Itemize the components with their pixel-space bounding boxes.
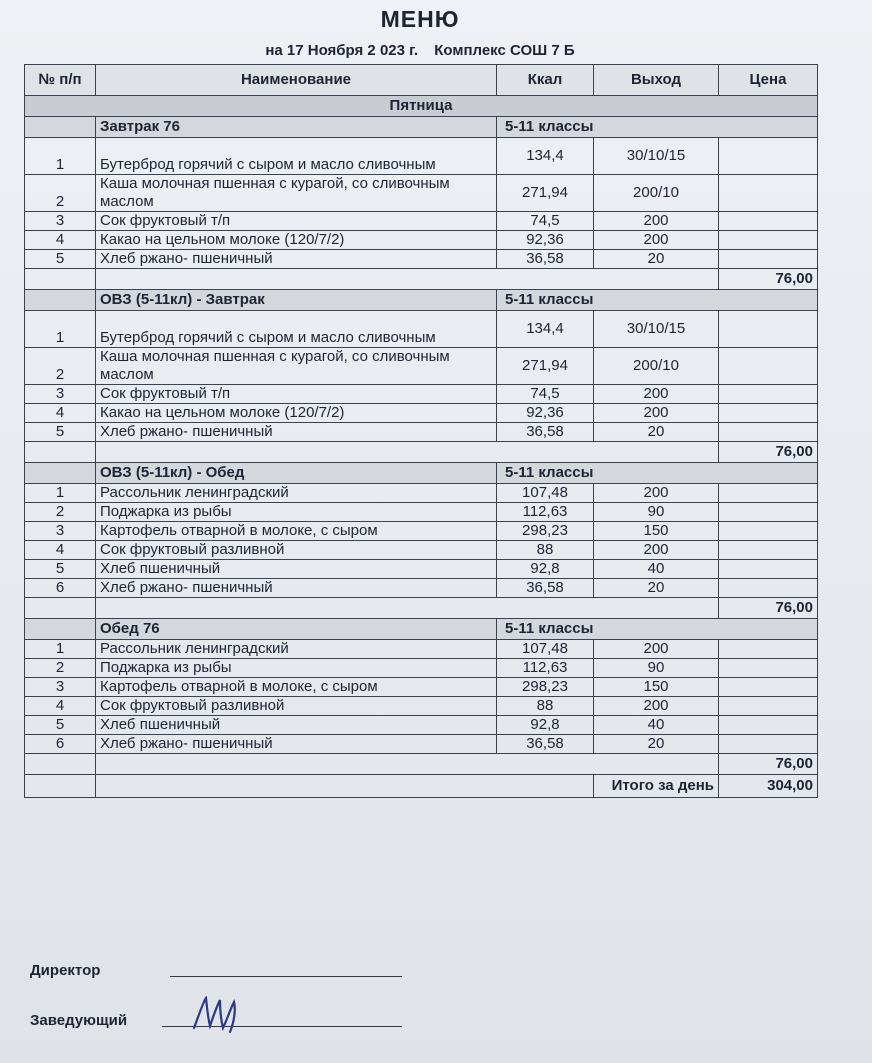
item-output: 20 <box>594 250 719 269</box>
section-num-cell <box>25 463 96 484</box>
grand-total-row <box>25 775 818 798</box>
item-name: Хлеб пшеничный <box>96 716 497 735</box>
item-name: Поджарка из рыбы <box>96 659 497 678</box>
section-title: ОВЗ (5-11кл) - Обед <box>96 463 497 484</box>
section-total-row <box>25 754 818 775</box>
section-header-row <box>25 290 818 311</box>
section-num-cell <box>25 619 96 640</box>
item-name: Хлеб ржано- пшеничный <box>96 579 497 598</box>
section-classes: 5-11 классы <box>497 619 818 640</box>
section-header-row <box>25 619 818 640</box>
item-price <box>719 311 818 348</box>
item-kcal: 134,4 <box>497 311 594 348</box>
col-header-num: № п/п <box>25 65 96 96</box>
total-num-cell <box>25 754 96 775</box>
item-kcal: 92,8 <box>497 560 594 579</box>
director-label: Директор <box>30 962 101 979</box>
item-kcal: 298,23 <box>497 678 594 697</box>
section-classes: 5-11 классы <box>497 290 818 311</box>
item-number: 4 <box>25 231 96 250</box>
section-total-row <box>25 269 818 290</box>
section-classes: 5-11 классы <box>497 117 818 138</box>
item-price <box>719 503 818 522</box>
item-number: 1 <box>25 640 96 659</box>
item-output: 200 <box>594 541 719 560</box>
item-output: 200/10 <box>594 348 719 385</box>
handwritten-signature-icon <box>190 992 250 1034</box>
day-row <box>25 96 818 117</box>
item-price <box>719 231 818 250</box>
col-header-kcal: Ккал <box>497 65 594 96</box>
item-number: 4 <box>25 404 96 423</box>
item-output: 150 <box>594 522 719 541</box>
item-name: Бутерброд горячий с сыром и масло сливочным <box>96 138 497 175</box>
table-row <box>25 678 818 697</box>
menu-body <box>25 96 818 798</box>
item-output: 30/10/15 <box>594 138 719 175</box>
item-output: 200 <box>594 404 719 423</box>
table-row <box>25 212 818 231</box>
item-number: 3 <box>25 522 96 541</box>
section-total: 76,00 <box>719 269 818 290</box>
menu-table <box>24 64 818 798</box>
item-name: Хлеб ржано- пшеничный <box>96 423 497 442</box>
item-kcal: 107,48 <box>497 640 594 659</box>
item-output: 90 <box>594 659 719 678</box>
total-spacer-cell <box>96 269 719 290</box>
item-price <box>719 579 818 598</box>
item-kcal: 88 <box>497 697 594 716</box>
section-total-row <box>25 598 818 619</box>
table-row <box>25 175 818 212</box>
item-output: 40 <box>594 716 719 735</box>
item-name: Картофель отварной в молоке, с сыром <box>96 678 497 697</box>
total-spacer-cell <box>96 754 719 775</box>
manager-label: Заведующий <box>30 1012 128 1029</box>
section-num-cell <box>25 290 96 311</box>
item-number: 2 <box>25 659 96 678</box>
col-header-price: Цена <box>719 65 818 96</box>
item-kcal: 36,58 <box>497 250 594 269</box>
col-header-name: Наименование <box>96 65 497 96</box>
section-title: ОВЗ (5-11кл) - Завтрак <box>96 290 497 311</box>
item-kcal: 134,4 <box>497 138 594 175</box>
table-row <box>25 348 818 385</box>
table-header-row <box>25 65 818 96</box>
day-label: Пятница <box>25 96 818 117</box>
item-price <box>719 735 818 754</box>
table-row <box>25 385 818 404</box>
table-row <box>25 484 818 503</box>
total-num-cell <box>25 442 96 463</box>
item-number: 5 <box>25 250 96 269</box>
item-number: 5 <box>25 716 96 735</box>
item-price <box>719 348 818 385</box>
section-total: 76,00 <box>719 442 818 463</box>
table-row <box>25 138 818 175</box>
item-output: 200 <box>594 385 719 404</box>
item-kcal: 112,63 <box>497 659 594 678</box>
item-number: 5 <box>25 560 96 579</box>
item-name: Какао на цельном молоке (120/7/2) <box>96 231 497 250</box>
item-kcal: 74,5 <box>497 385 594 404</box>
item-name: Рассольник ленинградский <box>96 484 497 503</box>
table-row <box>25 311 818 348</box>
item-price <box>719 385 818 404</box>
item-price <box>719 541 818 560</box>
item-name: Бутерброд горячий с сыром и масло сливочным <box>96 311 497 348</box>
table-row <box>25 560 818 579</box>
item-price <box>719 716 818 735</box>
item-output: 30/10/15 <box>594 311 719 348</box>
item-kcal: 92,8 <box>497 716 594 735</box>
section-total: 76,00 <box>719 754 818 775</box>
item-price <box>719 560 818 579</box>
item-price <box>719 250 818 269</box>
item-kcal: 36,58 <box>497 735 594 754</box>
table-row <box>25 697 818 716</box>
item-number: 3 <box>25 385 96 404</box>
table-row <box>25 716 818 735</box>
table-row <box>25 640 818 659</box>
item-output: 90 <box>594 503 719 522</box>
date-text: на 17 Ноября 2 023 г. <box>265 42 419 59</box>
item-number: 2 <box>25 175 96 212</box>
item-kcal: 107,48 <box>497 484 594 503</box>
item-price <box>719 423 818 442</box>
section-num-cell <box>25 117 96 138</box>
item-kcal: 271,94 <box>497 175 594 212</box>
item-kcal: 271,94 <box>497 348 594 385</box>
item-name: Сок фруктовый т/п <box>96 212 497 231</box>
item-name: Сок фруктовый разливной <box>96 541 497 560</box>
item-name: Сок фруктовый разливной <box>96 697 497 716</box>
item-name: Картофель отварной в молоке, с сыром <box>96 522 497 541</box>
table-row <box>25 231 818 250</box>
item-number: 1 <box>25 311 96 348</box>
item-kcal: 112,63 <box>497 503 594 522</box>
item-number: 5 <box>25 423 96 442</box>
item-name: Рассольник ленинградский <box>96 640 497 659</box>
item-price <box>719 484 818 503</box>
item-kcal: 92,36 <box>497 231 594 250</box>
item-output: 150 <box>594 678 719 697</box>
section-classes: 5-11 классы <box>497 463 818 484</box>
item-name: Каша молочная пшенная с курагой, со сливочным маслом <box>96 175 497 212</box>
item-price <box>719 659 818 678</box>
item-kcal: 36,58 <box>497 579 594 598</box>
item-price <box>719 678 818 697</box>
grand-spacer-cell <box>96 775 594 798</box>
item-number: 4 <box>25 697 96 716</box>
item-output: 20 <box>594 423 719 442</box>
table-row <box>25 423 818 442</box>
item-price <box>719 175 818 212</box>
section-total: 76,00 <box>719 598 818 619</box>
item-number: 4 <box>25 541 96 560</box>
item-number: 3 <box>25 212 96 231</box>
item-output: 200 <box>594 212 719 231</box>
complex-text: Комплекс СОШ 7 Б <box>434 42 575 59</box>
item-output: 200 <box>594 231 719 250</box>
item-output: 20 <box>594 579 719 598</box>
director-signature-line <box>170 976 402 977</box>
table-row <box>25 579 818 598</box>
item-output: 200 <box>594 697 719 716</box>
item-name: Сок фруктовый т/п <box>96 385 497 404</box>
total-num-cell <box>25 269 96 290</box>
table-row <box>25 503 818 522</box>
item-name: Каша молочная пшенная с курагой, со сливочным маслом <box>96 348 497 385</box>
item-number: 6 <box>25 579 96 598</box>
page-title: МЕНЮ <box>380 6 460 32</box>
item-price <box>719 138 818 175</box>
item-number: 2 <box>25 503 96 522</box>
item-name: Хлеб ржано- пшеничный <box>96 250 497 269</box>
total-num-cell <box>25 598 96 619</box>
item-kcal: 88 <box>497 541 594 560</box>
item-price <box>719 522 818 541</box>
item-name: Поджарка из рыбы <box>96 503 497 522</box>
item-number: 6 <box>25 735 96 754</box>
item-name: Какао на цельном молоке (120/7/2) <box>96 404 497 423</box>
section-title: Завтрак 76 <box>96 117 497 138</box>
item-output: 200 <box>594 640 719 659</box>
table-row <box>25 404 818 423</box>
item-output: 200/10 <box>594 175 719 212</box>
grand-total-value: 304,00 <box>719 775 818 798</box>
grand-total-label: Итого за день <box>594 775 719 798</box>
item-output: 40 <box>594 560 719 579</box>
item-output: 20 <box>594 735 719 754</box>
table-row <box>25 541 818 560</box>
item-name: Хлеб ржано- пшеничный <box>96 735 497 754</box>
section-header-row <box>25 117 818 138</box>
page-subtitle <box>0 42 840 59</box>
table-row <box>25 659 818 678</box>
item-number: 3 <box>25 678 96 697</box>
item-kcal: 74,5 <box>497 212 594 231</box>
total-spacer-cell <box>96 442 719 463</box>
item-price <box>719 697 818 716</box>
item-price <box>719 212 818 231</box>
table-row <box>25 250 818 269</box>
total-spacer-cell <box>96 598 719 619</box>
grand-num-cell <box>25 775 96 798</box>
item-number: 1 <box>25 138 96 175</box>
item-output: 200 <box>594 484 719 503</box>
item-kcal: 298,23 <box>497 522 594 541</box>
item-price <box>719 640 818 659</box>
item-kcal: 92,36 <box>497 404 594 423</box>
item-price <box>719 404 818 423</box>
section-title: Обед 76 <box>96 619 497 640</box>
table-row <box>25 522 818 541</box>
col-header-output: Выход <box>594 65 719 96</box>
section-header-row <box>25 463 818 484</box>
item-number: 2 <box>25 348 96 385</box>
table-row <box>25 735 818 754</box>
section-total-row <box>25 442 818 463</box>
item-name: Хлеб пшеничный <box>96 560 497 579</box>
item-number: 1 <box>25 484 96 503</box>
item-kcal: 36,58 <box>497 423 594 442</box>
